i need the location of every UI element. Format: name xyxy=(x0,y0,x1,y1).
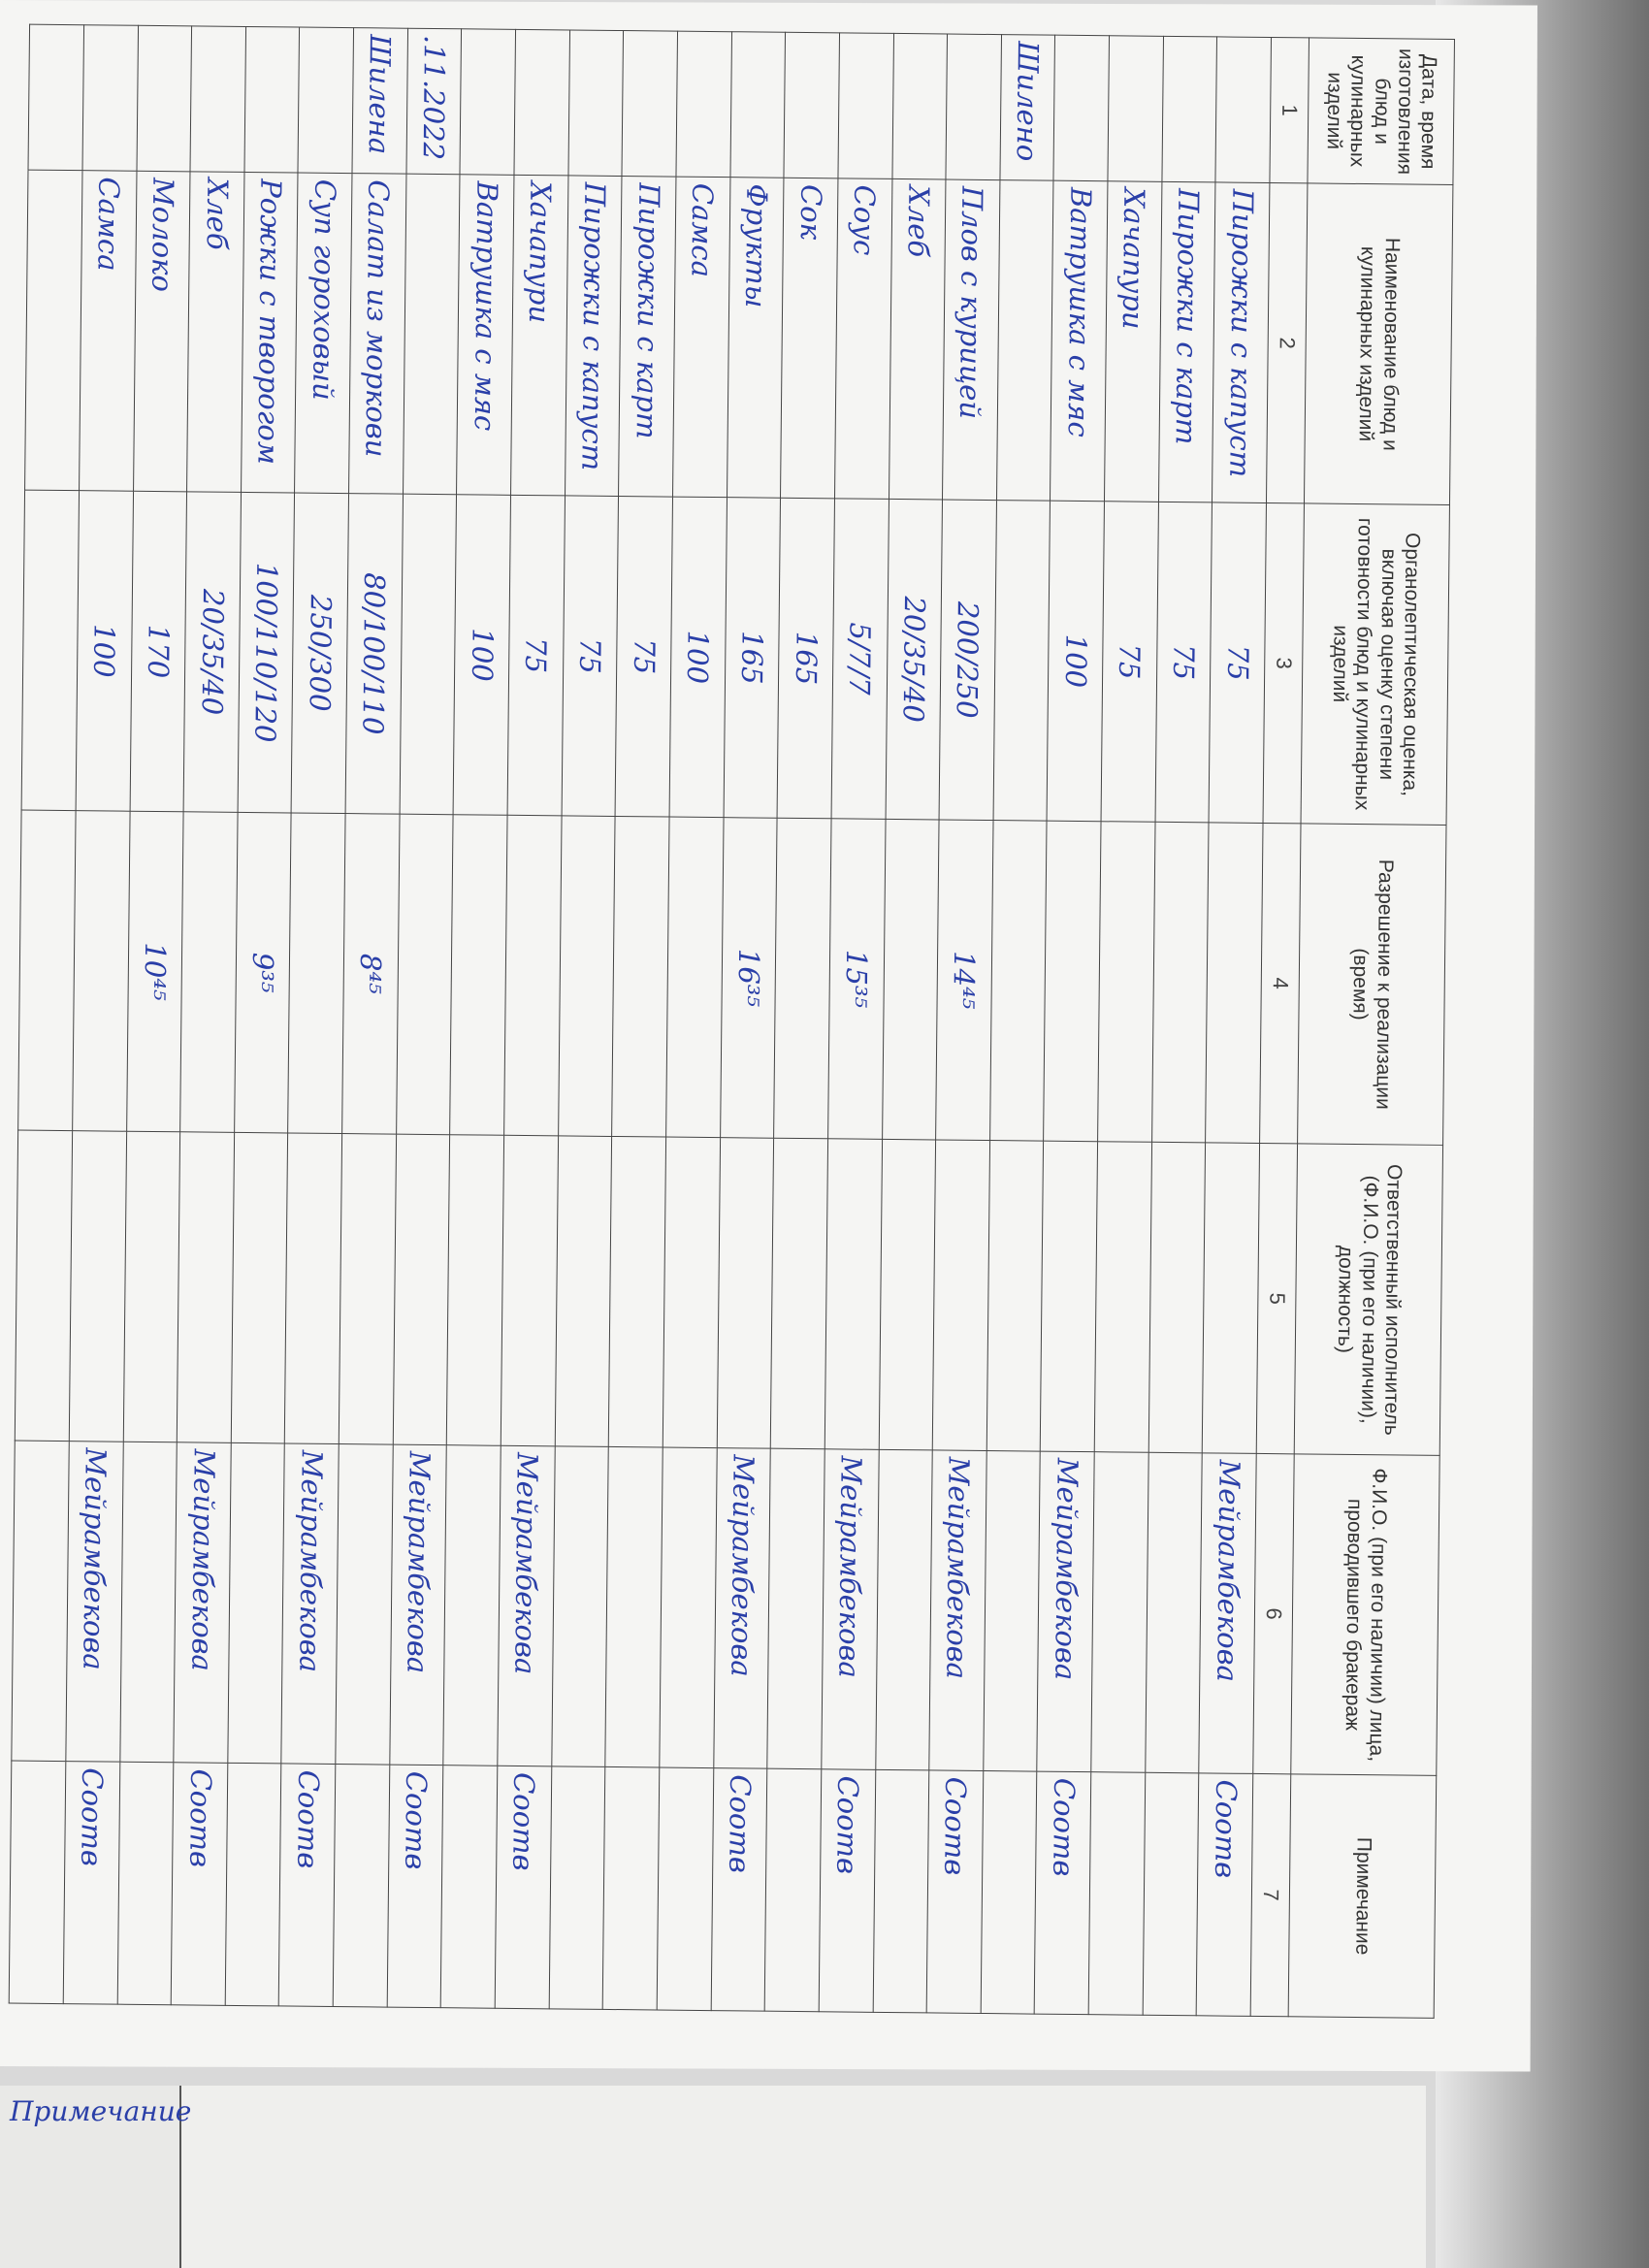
cell-note xyxy=(1143,1772,1199,2016)
cell-inspector: Мейрамбекова xyxy=(498,1445,555,1766)
cell-inspector xyxy=(660,1447,717,1768)
cell-inspector xyxy=(1145,1452,1202,1773)
cell-dish-name xyxy=(25,170,82,491)
cell-date xyxy=(784,32,839,178)
header-organoleptic: Органолептическая оценка, включая оценку степени готовности блюд и кулинарных изделий xyxy=(1301,503,1449,826)
col-number: 1 xyxy=(1270,38,1310,183)
cell-release-time: 16³⁵ xyxy=(720,818,777,1139)
cell-organoleptic-score: 200/250 xyxy=(939,500,996,821)
cell-date xyxy=(1108,36,1163,182)
cell-responsible xyxy=(123,1131,180,1442)
cell-dish-name: Молоко xyxy=(133,171,190,492)
cell-organoleptic-score: 100 xyxy=(453,495,510,816)
cell-release-time xyxy=(1206,823,1263,1144)
cell-responsible xyxy=(663,1137,720,1448)
cell-responsible xyxy=(231,1132,288,1443)
cell-date xyxy=(838,33,893,179)
cell-dish-name: Пирожки с капуст xyxy=(565,176,622,497)
cell-note: Соотв xyxy=(387,1765,443,2008)
cell-responsible xyxy=(824,1139,882,1450)
cell-inspector: Мейрамбекова xyxy=(390,1444,447,1766)
cell-responsible xyxy=(1203,1143,1260,1454)
cell-dish-name xyxy=(996,180,1053,502)
cell-inspector xyxy=(551,1446,608,1767)
cell-dish-name xyxy=(403,174,460,495)
cell-dish-name: Самса xyxy=(79,171,136,492)
cell-release-time xyxy=(989,821,1047,1142)
cell-responsible xyxy=(770,1138,827,1449)
col-number: 6 xyxy=(1253,1453,1294,1773)
cell-inspector xyxy=(1091,1452,1148,1773)
cell-responsible xyxy=(1041,1141,1098,1452)
cell-release-time xyxy=(666,817,724,1138)
cell-organoleptic-score: 75 xyxy=(615,496,672,817)
cell-dish-name: Рожки с творогом xyxy=(241,172,298,493)
cell-date: Шилена xyxy=(352,28,407,175)
cell-release-time xyxy=(882,819,939,1140)
header-release-time: Разрешение к реализации (время) xyxy=(1298,824,1446,1146)
cell-organoleptic-score: 165 xyxy=(724,498,781,819)
cell-date xyxy=(298,27,353,174)
cell-release-time xyxy=(612,816,669,1137)
cell-dish-name: Самса xyxy=(672,177,729,498)
cell-note: Соотв xyxy=(171,1763,227,2006)
cell-release-time: 9³⁵ xyxy=(234,812,291,1133)
cell-note xyxy=(1088,1772,1145,2016)
cell-responsible xyxy=(986,1141,1044,1452)
cell-organoleptic-score: 100 xyxy=(76,491,133,812)
cell-responsible xyxy=(609,1136,666,1447)
cell-date xyxy=(28,24,83,171)
cell-note: Соотв xyxy=(279,1764,336,2007)
cell-note: Соотв xyxy=(63,1762,119,2005)
cell-responsible xyxy=(1148,1142,1206,1453)
cell-release-time: 14⁴⁵ xyxy=(936,820,993,1141)
cell-inspector: Мейрамбекова xyxy=(929,1450,986,1771)
cell-release-time xyxy=(774,818,831,1139)
cell-organoleptic-score xyxy=(400,494,457,815)
cell-date xyxy=(891,33,947,179)
cell-note: Соотв xyxy=(1197,1773,1253,2017)
cell-date xyxy=(1215,37,1271,183)
col-number: 7 xyxy=(1250,1773,1291,2016)
cell-note: Соотв xyxy=(711,1768,767,2012)
cell-release-time xyxy=(450,815,507,1136)
cell-note xyxy=(549,1766,605,2010)
cell-date xyxy=(137,25,192,172)
cell-dish-name: Хлеб xyxy=(187,172,244,493)
cell-date xyxy=(460,29,515,176)
cell-responsible xyxy=(501,1135,558,1446)
underlying-page xyxy=(0,2086,1426,2268)
cell-organoleptic-score: 75 xyxy=(1209,502,1266,824)
cell-release-time xyxy=(1151,822,1209,1143)
cell-inspector xyxy=(875,1449,932,1770)
cell-inspector xyxy=(228,1442,285,1764)
cell-note: Соотв xyxy=(819,1769,875,2013)
cell-organoleptic-score: 250/300 xyxy=(292,493,349,814)
cell-inspector xyxy=(767,1448,824,1769)
cell-inspector: Мейрамбекова xyxy=(281,1443,339,1765)
cell-date xyxy=(1053,35,1109,181)
header-responsible: Ответственный исполнитель (Ф.И.О. (при его наличии), должность) xyxy=(1294,1144,1442,1456)
cell-note xyxy=(117,1762,174,2005)
cell-organoleptic-score: 170 xyxy=(130,491,187,812)
cell-note xyxy=(441,1766,498,2009)
cell-organoleptic-score: 165 xyxy=(777,498,834,819)
cell-dish-name: Плов с курицей xyxy=(943,179,1000,501)
cell-release-time xyxy=(1098,822,1155,1143)
cell-dish-name: Пирожки с капуст xyxy=(1212,182,1270,503)
fragment-header-label: Примечание xyxy=(10,2095,192,2127)
cell-note xyxy=(602,1766,659,2010)
cell-release-time: 10⁴⁵ xyxy=(126,811,183,1132)
cell-date xyxy=(730,32,786,178)
cell-inspector xyxy=(336,1444,393,1766)
cell-date xyxy=(946,34,1001,180)
cell-release-time: 8⁴⁵ xyxy=(342,814,400,1135)
cell-inspector: Мейрамбекова xyxy=(713,1448,770,1769)
cell-dish-name: Салат из моркови xyxy=(349,174,406,495)
cell-organoleptic-score: 75 xyxy=(507,495,565,816)
cell-dish-name: Соус xyxy=(834,178,891,500)
cell-release-time xyxy=(73,811,130,1132)
cell-note xyxy=(657,1767,713,2011)
cell-date xyxy=(622,31,677,178)
cell-release-time xyxy=(396,814,453,1135)
cell-responsible xyxy=(177,1132,234,1443)
cell-responsible xyxy=(447,1135,504,1446)
cell-responsible xyxy=(932,1140,989,1451)
cell-inspector xyxy=(119,1442,177,1763)
cell-note xyxy=(764,1768,821,2012)
cell-date xyxy=(568,30,624,177)
cell-note: Соотв xyxy=(926,1770,983,2014)
cell-responsible xyxy=(285,1133,342,1444)
cell-responsible xyxy=(1094,1142,1151,1453)
cell-inspector xyxy=(12,1441,69,1762)
cell-organoleptic-score: 20/35/40 xyxy=(886,499,943,820)
cell-note xyxy=(225,1763,281,2006)
cell-dish-name: Хачапури xyxy=(511,175,568,496)
cell-responsible xyxy=(879,1139,936,1450)
cell-inspector: Мейрамбекова xyxy=(66,1442,123,1763)
cell-note: Соотв xyxy=(1035,1771,1091,2015)
cell-note xyxy=(873,1769,929,2013)
header-dish: Наименование блюд и кулинарных изделий xyxy=(1304,183,1452,505)
cell-release-time xyxy=(180,812,238,1133)
cell-date xyxy=(82,25,138,172)
header-note: Примечание xyxy=(1288,1774,1437,2019)
cell-dish-name: Пирожки с карт xyxy=(1158,181,1215,502)
header-inspector: Ф.И.О. (при его наличии) лица, проводившего бракераж xyxy=(1291,1454,1439,1776)
cell-organoleptic-score: 75 xyxy=(1155,502,1212,823)
cell-date xyxy=(676,31,731,178)
header-date: Дата, время изготовления блюд и кулинарных изделий xyxy=(1308,38,1455,185)
cell-dish-name: Хачапури xyxy=(1105,181,1162,502)
cell-organoleptic-score: 20/35/40 xyxy=(183,492,241,813)
cell-organoleptic-score: 75 xyxy=(1101,502,1158,823)
cell-dish-name: Сок xyxy=(781,178,838,499)
cell-organoleptic-score: 100 xyxy=(669,497,727,818)
brakerazh-journal-table xyxy=(9,24,1455,2019)
cell-organoleptic-score xyxy=(993,501,1051,822)
cell-note xyxy=(333,1765,389,2008)
cell-date xyxy=(244,26,300,173)
cell-organoleptic-score: 100/110/120 xyxy=(238,492,295,813)
cell-release-time xyxy=(1044,821,1101,1142)
cell-organoleptic-score: 5/7/7 xyxy=(831,499,889,820)
cell-responsible xyxy=(555,1136,612,1447)
col-number: 4 xyxy=(1260,823,1301,1143)
cell-release-time xyxy=(504,815,562,1136)
cell-inspector: Мейрамбекова xyxy=(822,1449,879,1770)
cell-date: Шилено xyxy=(1000,35,1055,181)
cell-responsible xyxy=(69,1131,126,1442)
cell-note: Соотв xyxy=(495,1766,551,2009)
cell-date: .11.2022 xyxy=(406,28,462,175)
cell-organoleptic-score: 75 xyxy=(562,496,619,817)
cell-responsible xyxy=(717,1138,774,1449)
cell-organoleptic-score xyxy=(21,490,79,811)
cell-dish-name: Фрукты xyxy=(727,178,784,499)
cell-inspector xyxy=(984,1451,1041,1772)
cell-release-time xyxy=(18,810,76,1131)
col-number: 2 xyxy=(1266,183,1307,503)
cell-date xyxy=(190,26,245,173)
cell-inspector xyxy=(605,1446,663,1767)
cell-inspector: Мейрамбекова xyxy=(1199,1453,1256,1774)
cell-note xyxy=(981,1771,1037,2015)
cell-release-time: 15³⁵ xyxy=(827,819,885,1140)
cell-responsible xyxy=(393,1134,450,1445)
rotated-table-area xyxy=(9,24,1455,2018)
cell-dish-name: Ватрушка с мяс xyxy=(457,175,514,496)
cell-inspector: Мейрамбекова xyxy=(1037,1451,1094,1772)
cell-date xyxy=(1162,36,1217,182)
cell-inspector: Мейрамбекова xyxy=(174,1442,231,1764)
journal-body xyxy=(9,24,1271,2016)
cell-organoleptic-score: 100 xyxy=(1047,501,1104,822)
cell-dish-name: Пирожки с карт xyxy=(619,177,676,498)
cell-responsible xyxy=(339,1134,396,1445)
cell-dish-name: Хлеб xyxy=(889,178,946,500)
cell-date xyxy=(514,29,569,176)
col-number: 5 xyxy=(1256,1143,1297,1453)
cell-organoleptic-score: 80/100/110 xyxy=(345,494,403,815)
cell-dish-name: Суп гороховый xyxy=(295,173,352,494)
cell-inspector xyxy=(443,1445,501,1766)
cell-responsible xyxy=(15,1130,72,1442)
cell-dish-name: Ватрушка с мяс xyxy=(1051,180,1108,502)
cell-release-time xyxy=(288,813,345,1134)
header-row xyxy=(1288,38,1454,2018)
cell-release-time xyxy=(558,816,615,1137)
col-number: 3 xyxy=(1263,502,1304,823)
cell-note xyxy=(9,1761,66,2004)
